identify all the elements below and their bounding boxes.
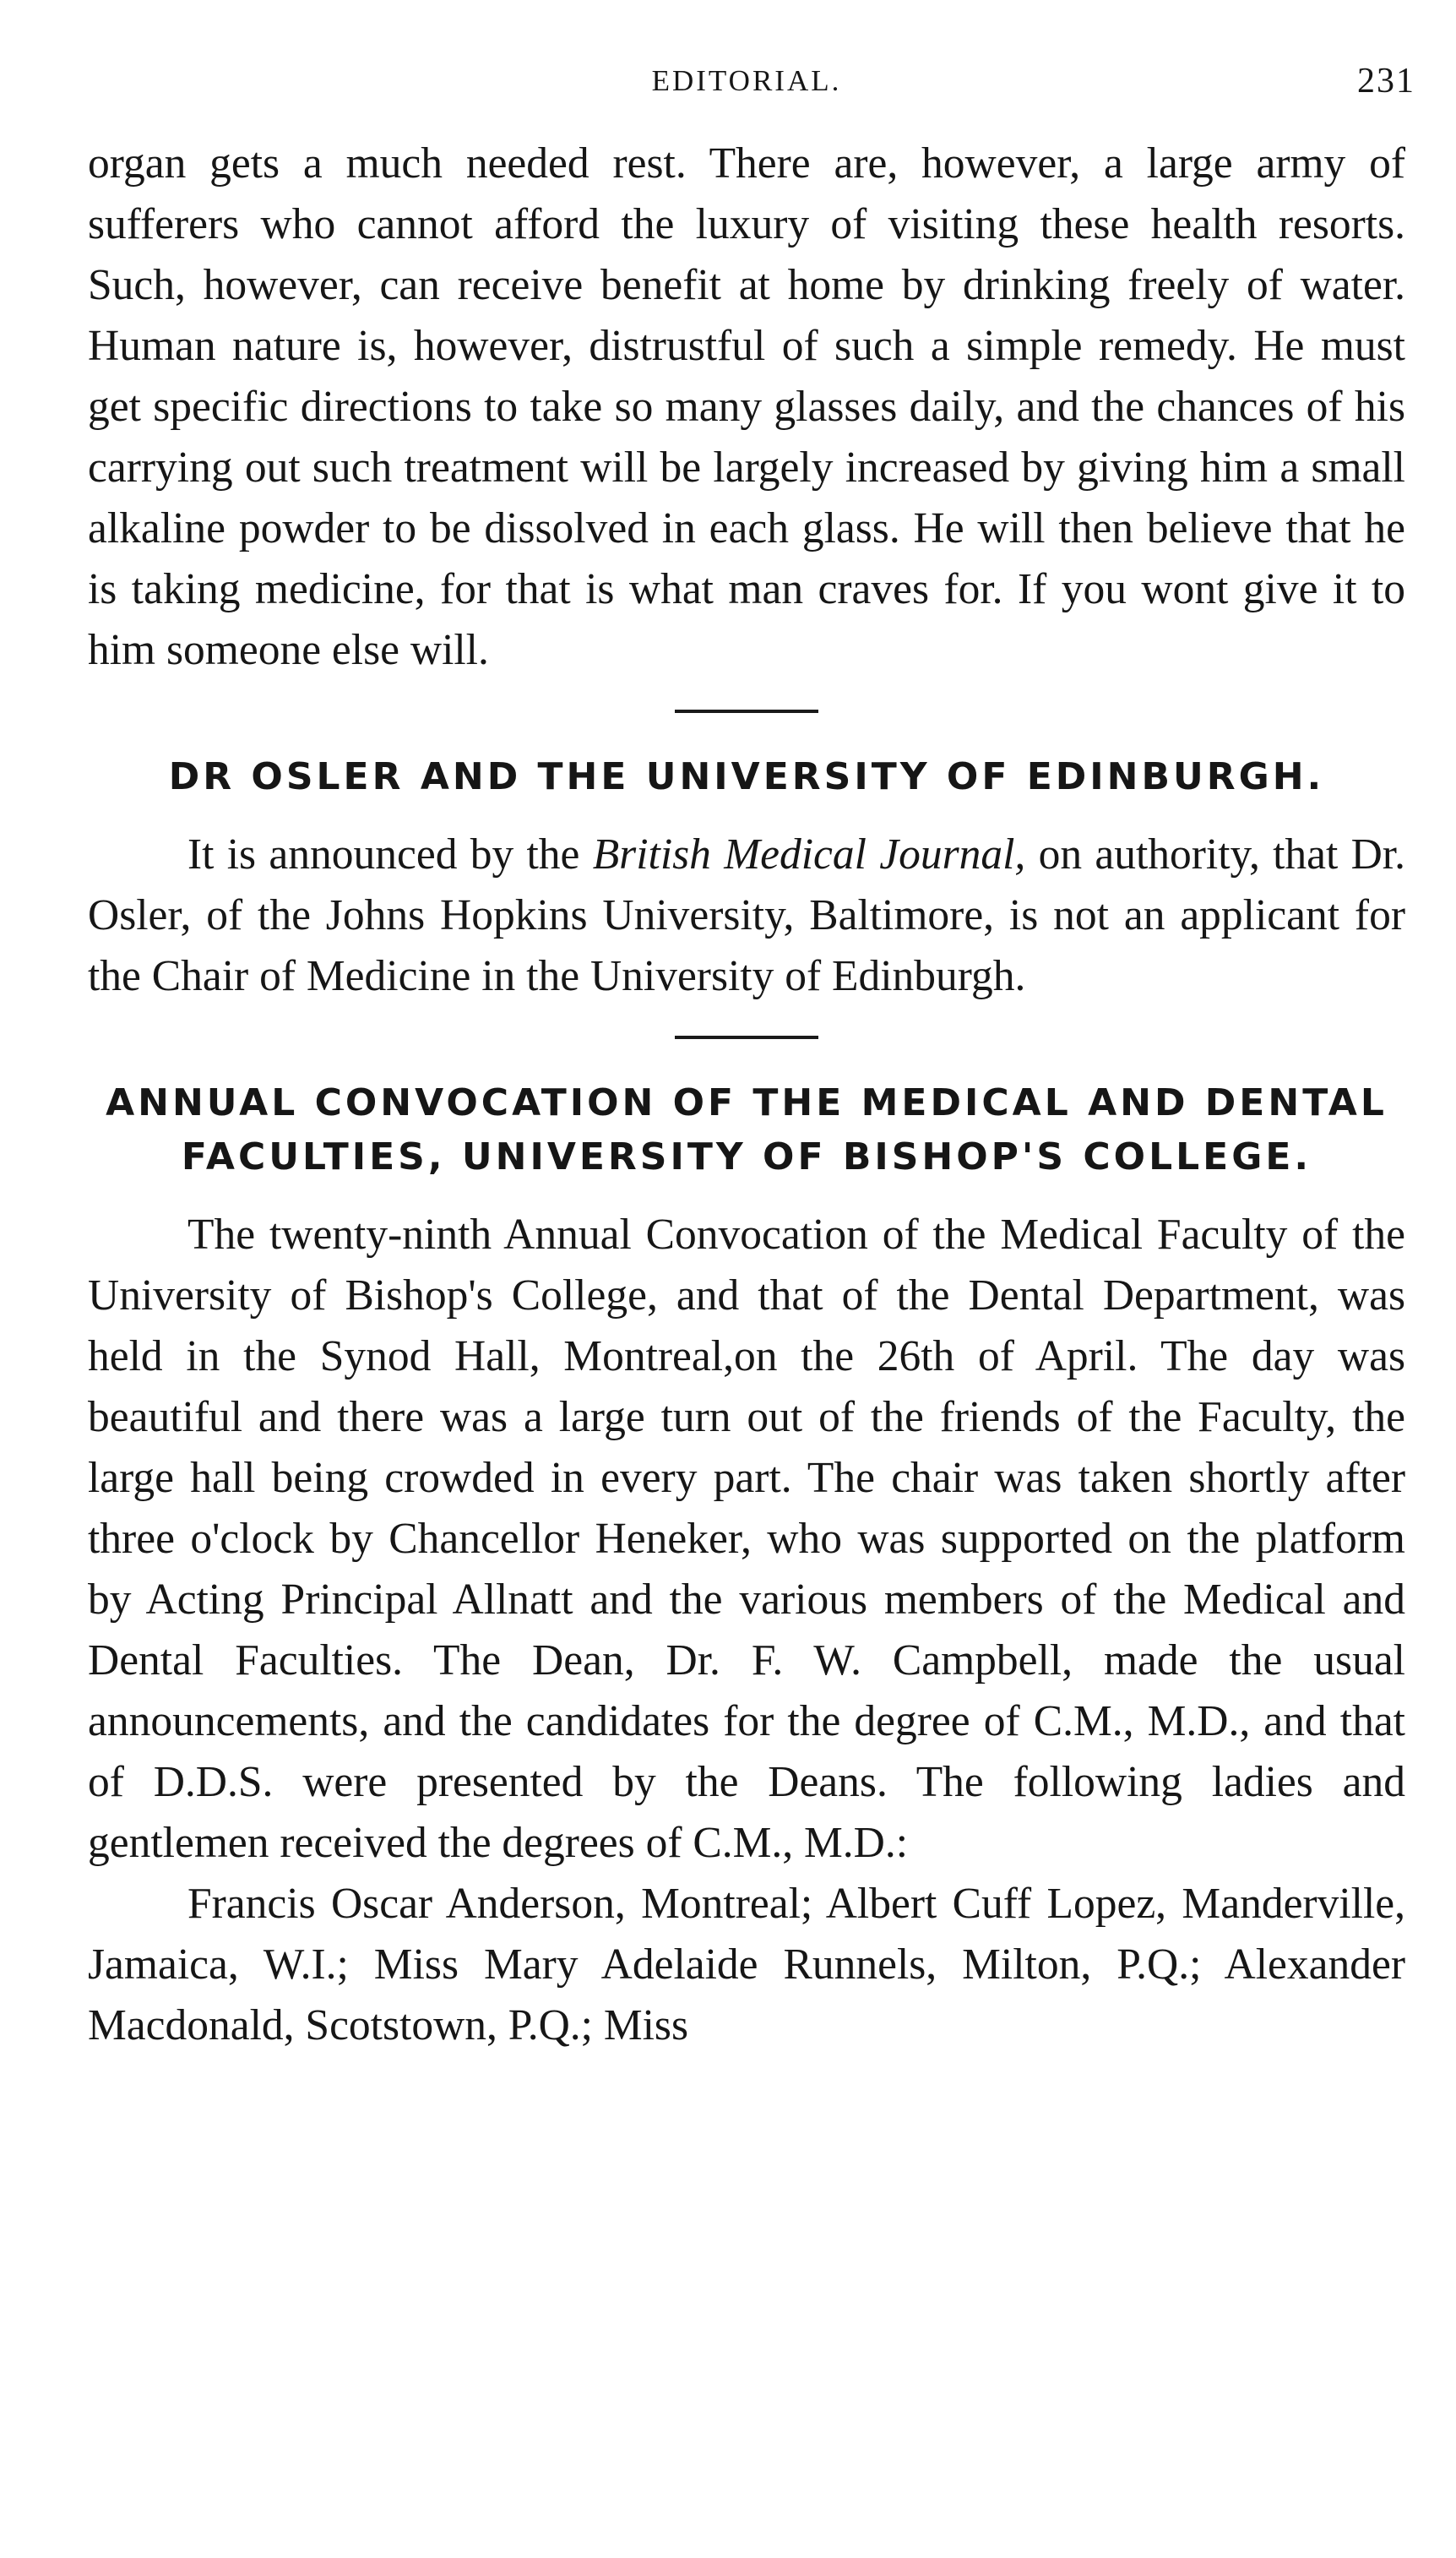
osler-section-heading: DR OSLER AND THE UNIVERSITY OF EDINBURGH. (168, 755, 1325, 798)
osler-paragraph-rest: on authority, that Dr. Osler, of the Johns Hopkins University, Baltimore, is not an applicant for the Chair of Medicine in the University of Edinburgh. (88, 830, 1405, 1000)
convocation-paragraph: The twenty-ninth Annual Convocation of the Medical Faculty of the University of Bishop's College, and that of the Dental Department, was held in the Synod Hall, Montreal,on the 26th of April. The day was beautiful and there was a large turn out of the friends of the Faculty, the large hall being crowded in every part. The chair was taken shortly after three o'clock by Chancellor Heneker, who was supported on the platform by Acting Principal Allnatt and the various members of the Medical and Dental Faculties. The Dean, Dr. F. W. Campbell, made the usual announcements, and the candidates for the degree of C.M., M.D., and that of D.D.S. were presented by the Deans. The following ladies and gentlemen received the degrees of C.M., M.D.: (88, 1211, 1405, 1867)
graduates-list-paragraph: Francis Oscar Anderson, Montreal; Albert Cuff Lopez, Manderville, Jamaica, W.I.; Miss Mary Adelaide Runnels, Milton, P.Q.; Alexander Macdonald, Scotstown, P.Q.; Miss (88, 1880, 1405, 2049)
section-divider (675, 710, 818, 713)
page-number: 231 (1357, 62, 1415, 101)
journal-title: British Medical Journal, (592, 830, 1026, 879)
running-head (88, 51, 1415, 110)
book-page (88, 51, 1415, 2056)
osler-paragraph (88, 825, 1405, 1007)
osler-paragraph-lead: It is announced by the (187, 830, 580, 879)
section-divider (675, 1036, 818, 1039)
running-title: EDITORIAL. (651, 64, 842, 97)
convocation-section-heading: ANNUAL CONVOCATION OF THE MEDICAL AND DENTAL FACULTIES, UNIVERSITY OF BISHOP'S COLLEGE. (106, 1081, 1388, 1178)
opening-paragraph: organ gets a much needed rest. There are, however, a large army of sufferers who cannot afford the luxury of visiting these health resorts. Such, however, can receive benefit at home by drinking freely of water. Human nature is, however, distrustful of such a simple remedy. He must get specific directions to take so many glasses daily, and the chances of his carrying out such treatment will be largely increased by giving him a small alkaline powder to be dissolved in each glass. He will then believe that he is taking medicine, for that is what man craves for. If you wont give it to him someone else will. (88, 139, 1405, 674)
